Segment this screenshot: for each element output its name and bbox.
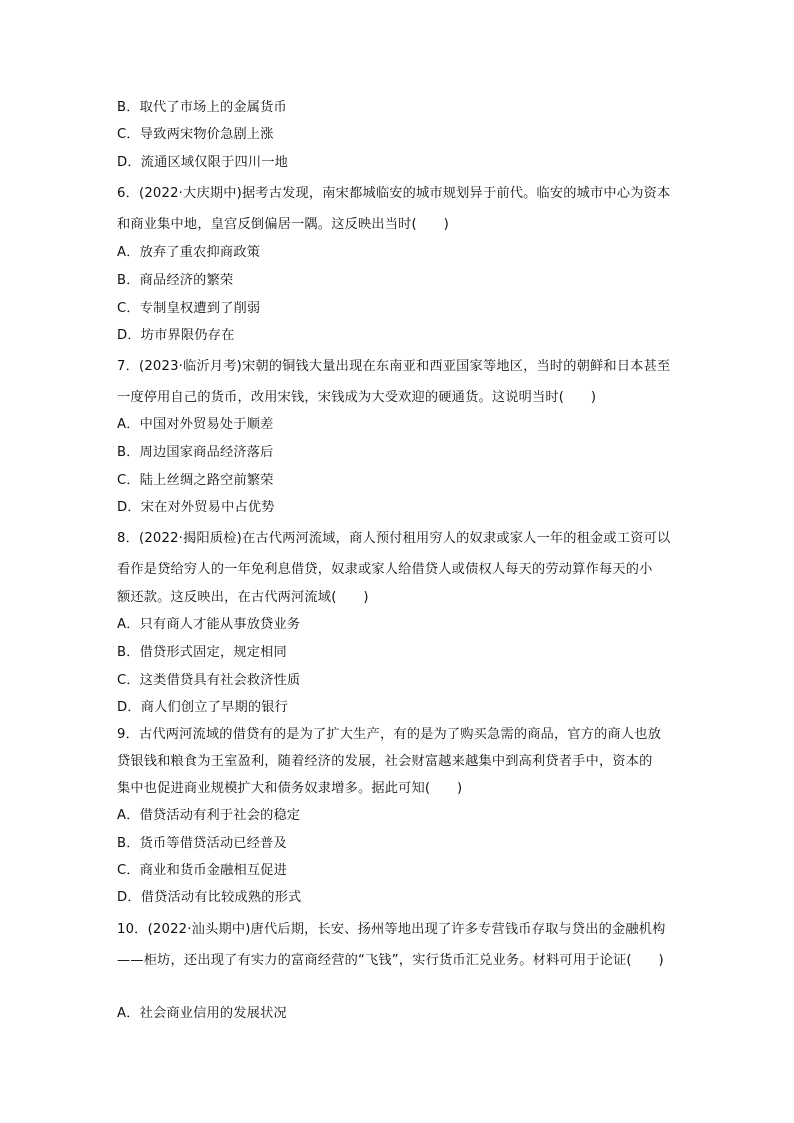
question-7-line-2: 一度停用自己的货币，改用宋钱，宋钱成为大受欢迎的硬通货。这说明当时( ) — [117, 390, 597, 405]
option-b-q9: B．货币等借贷活动已经普及 — [117, 836, 287, 851]
question-10-line-1: 10．(2022·汕头期中)唐代后期，长安、扬州等地出现了许多专营钱币存取与贷出的金融机构 — [117, 922, 666, 937]
option-a-q9: A．借贷活动有利于社会的稳定 — [117, 808, 301, 823]
option-c-q9: C．商业和货币金融相互促进 — [117, 863, 288, 878]
question-6-line-1: 6．(2022·大庆期中)据考古发现，南宋都城临安的城市规划异于前代。临安的城市中心为资本 — [117, 186, 671, 201]
option-c-q6: C．专制皇权遭到了削弱 — [117, 301, 261, 316]
option-c-q7: C．陆上丝绸之路空前繁荣 — [117, 473, 274, 488]
question-9-line-2: 贷银钱和粮食为王室盈利，随着经济的发展，社会财富越来越集中到高利贷者手中，资本的 — [117, 754, 653, 769]
option-a-q7: A．中国对外贸易处于顺差 — [117, 417, 274, 432]
option-a-q6: A．放弃了重农抑商政策 — [117, 245, 261, 260]
option-d-q5: D．流通区域仅限于四川一地 — [117, 155, 289, 170]
option-b-q6: B．商品经济的繁荣 — [117, 273, 234, 288]
option-d-q7: D．宋在对外贸易中占优势 — [117, 500, 275, 515]
option-d-q6: D．坊市界限仍存在 — [117, 328, 235, 343]
option-a-q8: A．只有商人才能从事放贷业务 — [117, 617, 301, 632]
question-7-line-1: 7．(2023·临沂月考)宋朝的铜钱大量出现在东南亚和西亚国家等地区，当时的朝鲜和日本甚至 — [117, 359, 671, 374]
option-a-q10: A．社会商业信用的发展状况 — [117, 1006, 287, 1021]
option-d-q8: D．商人们创立了早期的银行 — [117, 700, 289, 715]
option-d-q9: D．借贷活动有比较成熟的形式 — [117, 890, 302, 905]
question-9-line-3: 集中也促进商业规模扩大和债务奴隶增多。据此可知( ) — [117, 781, 463, 796]
question-6-line-2: 和商业集中地，皇宫反倒偏居一隅。这反映出当时( ) — [117, 217, 449, 232]
question-8-line-1: 8．(2022·揭阳质检)在古代两河流域，商人预付租用穷人的奴隶或家人一年的租金或工资可以 — [117, 531, 671, 546]
question-8-line-3: 额还款。这反映出，在古代两河流域( ) — [117, 590, 369, 605]
question-9-line-1: 9．古代两河流域的借贷有的是为了扩大生产，有的是为了购买急需的商品，官方的商人也放 — [117, 727, 662, 742]
option-b-q5: B．取代了市场上的金属货币 — [117, 100, 287, 115]
question-10-line-2: ——柜坊，还出现了有实力的富商经营的“飞钱”，实行货币汇兑业务。材料可用于论证( ) — [117, 953, 664, 968]
option-c-q8: C．这类借贷具有社会救济性质 — [117, 673, 301, 688]
option-b-q7: B．周边国家商品经济落后 — [117, 445, 274, 460]
question-8-line-2: 看作是贷给穷人的一年免利息借贷，奴隶或家人给借贷人或债权人每天的劳动算作每天的小 — [117, 562, 653, 577]
option-b-q8: B．借贷形式固定，规定相同 — [117, 645, 287, 660]
option-c-q5: C．导致两宋物价急剧上涨 — [117, 127, 274, 142]
